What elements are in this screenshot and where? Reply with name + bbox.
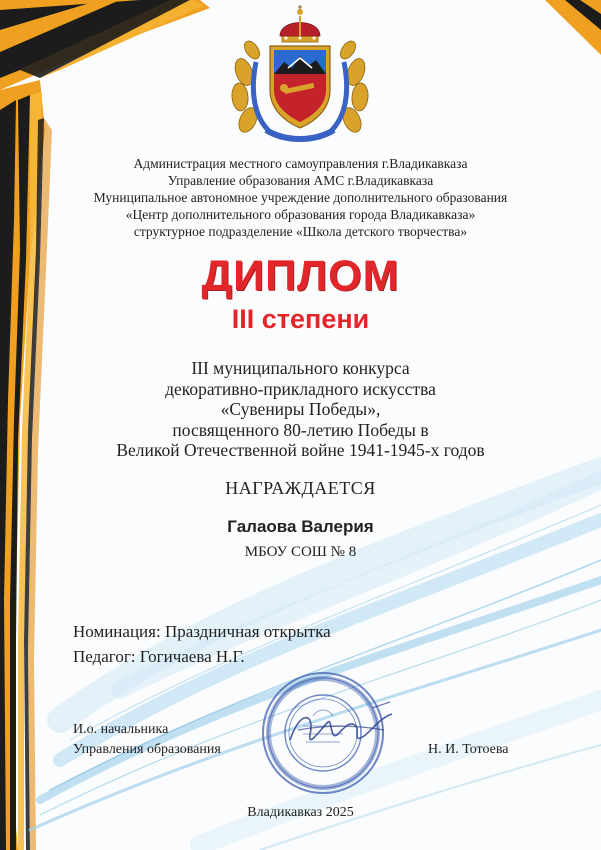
contest-line: III муниципального конкурса xyxy=(191,358,410,378)
header-line: Управление образования АМС г.Владикавказа xyxy=(167,173,434,188)
header-line: Администрация местного самоуправления г.Владикавказа xyxy=(133,156,468,171)
diploma-degree: III степени xyxy=(231,304,370,334)
signatory-title-line1: И.о. начальника xyxy=(73,722,169,737)
header-line: Муниципальное автономное учреждение дополнительного образования xyxy=(93,190,508,205)
coat-of-arms-icon xyxy=(226,2,374,148)
header-line: «Центр дополнительного образования города Владикавказа» xyxy=(125,207,476,222)
recipient-name: Галаова Валерия xyxy=(227,517,374,536)
contest-line: декоративно-прикладного искусства xyxy=(165,378,436,399)
contest-line: посвященного 80-летию Победы в xyxy=(172,419,429,440)
header-line: структурное подразделение «Школа детского творчества» xyxy=(133,224,468,239)
contest-line: Великой Отечественной войне 1941-1945-х годов xyxy=(116,440,485,460)
contest-description xyxy=(40,358,561,461)
contest-line: «Сувениры Победы», xyxy=(220,399,381,419)
recipient-school: МБОУ СОШ № 8 xyxy=(244,544,357,560)
teacher-line: Педагог: Гогичаева Н.Г. xyxy=(73,647,245,666)
diploma-title: ДИПЛОМ xyxy=(201,252,400,300)
place-and-year: Владикавказ 2025 xyxy=(247,805,354,820)
signature-icon xyxy=(280,700,400,760)
signatory-title-line2: Управления образования xyxy=(73,742,221,757)
nomination-line: Номинация: Праздничная открытка xyxy=(73,622,331,641)
organization-header xyxy=(40,155,561,240)
awarded-label: НАГРАЖДАЕТСЯ xyxy=(225,478,376,498)
signatory-name: Н. И. Тотоева xyxy=(428,742,509,757)
